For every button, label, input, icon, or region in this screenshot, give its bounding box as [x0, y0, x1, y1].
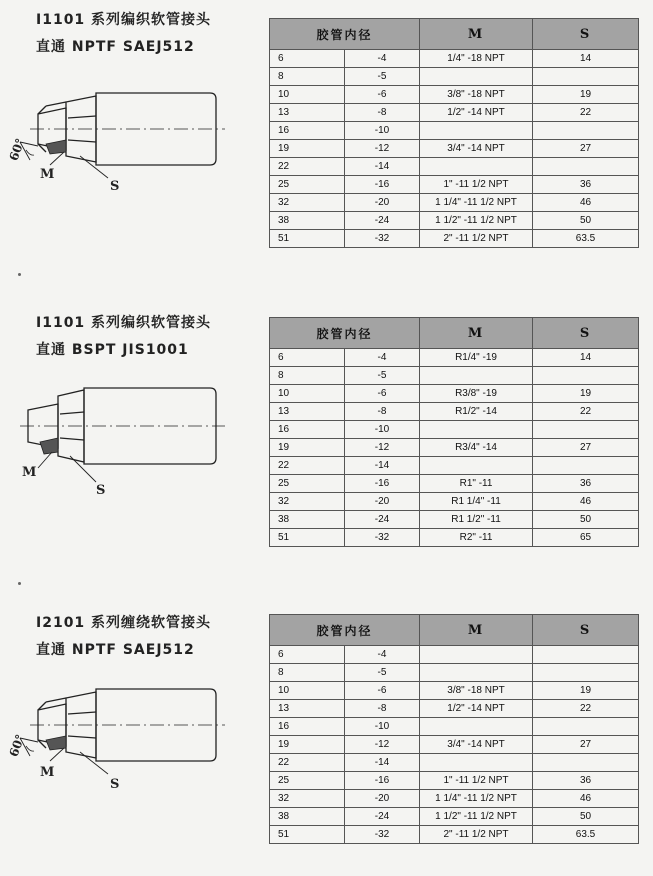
table-row [270, 403, 639, 421]
header-bore: 胶管内径 [270, 318, 420, 349]
thread-m-cell: 1" -11 1/2 NPT [420, 772, 533, 790]
dash-size-cell: -4 [345, 349, 420, 367]
thread-m-cell: 1/2" -14 NPT [420, 104, 533, 122]
dash-size-cell: -10 [345, 421, 420, 439]
thread-m-cell: 1 1/2" -11 1/2 NPT [420, 212, 533, 230]
section-1 [0, 0, 653, 270]
spec-table [269, 614, 639, 844]
thread-m-cell [420, 754, 533, 772]
table-row [270, 664, 639, 682]
dash-size-cell: -20 [345, 493, 420, 511]
dash-size-cell: -32 [345, 230, 420, 248]
scan-speck [18, 273, 21, 276]
bore-mm-cell: 51 [270, 826, 345, 844]
hex-s-cell [533, 158, 639, 176]
section-title-line1: I1101 系列编织软管接头 [36, 12, 212, 28]
hex-s-cell: 50 [533, 212, 639, 230]
bore-mm-cell: 32 [270, 493, 345, 511]
section-title-line1: I1101 系列编织软管接头 [36, 315, 212, 331]
bore-mm-cell: 19 [270, 439, 345, 457]
table-row [270, 212, 639, 230]
header-m: M [420, 318, 533, 349]
dash-size-cell: -12 [345, 439, 420, 457]
section-2 [0, 300, 653, 570]
table-header-row [270, 318, 639, 349]
bore-mm-cell: 19 [270, 140, 345, 158]
header-s: S [533, 19, 639, 50]
thread-m-cell: 2" -11 1/2 NPT [420, 230, 533, 248]
table-row [270, 367, 639, 385]
bore-mm-cell: 38 [270, 808, 345, 826]
table-row [270, 457, 639, 475]
thread-m-cell [420, 421, 533, 439]
dash-size-cell: -4 [345, 50, 420, 68]
bore-mm-cell: 8 [270, 367, 345, 385]
label-s: S [96, 483, 106, 498]
table-row [270, 104, 639, 122]
dash-size-cell: -6 [345, 385, 420, 403]
spec-table [269, 317, 639, 547]
dash-size-cell: -8 [345, 700, 420, 718]
header-m: M [420, 19, 533, 50]
dash-size-cell: -14 [345, 158, 420, 176]
thread-m-cell: 2" -11 1/2 NPT [420, 826, 533, 844]
thread-m-cell: 3/4" -14 NPT [420, 736, 533, 754]
bore-mm-cell: 32 [270, 790, 345, 808]
table-header-row [270, 615, 639, 646]
table-row [270, 790, 639, 808]
section-title-line2: 直通 NPTF SAEJ512 [36, 642, 195, 658]
bore-mm-cell: 16 [270, 122, 345, 140]
hex-s-cell: 22 [533, 104, 639, 122]
hex-s-cell: 65 [533, 529, 639, 547]
thread-m-cell [420, 664, 533, 682]
thread-m-cell: R2" -11 [420, 529, 533, 547]
dash-size-cell: -14 [345, 457, 420, 475]
dash-size-cell: -14 [345, 754, 420, 772]
hex-s-cell [533, 122, 639, 140]
hex-s-cell [533, 367, 639, 385]
dash-size-cell: -5 [345, 68, 420, 86]
dash-size-cell: -32 [345, 529, 420, 547]
bore-mm-cell: 38 [270, 511, 345, 529]
hex-s-cell: 46 [533, 493, 639, 511]
hex-s-cell [533, 646, 639, 664]
hex-s-cell [533, 457, 639, 475]
table-row [270, 736, 639, 754]
dash-size-cell: -12 [345, 736, 420, 754]
thread-m-cell: 1 1/2" -11 1/2 NPT [420, 808, 533, 826]
thread-m-cell: 1 1/4" -11 1/2 NPT [420, 790, 533, 808]
label-m: M [40, 167, 55, 182]
header-s: S [533, 615, 639, 646]
hex-s-cell: 36 [533, 475, 639, 493]
bore-mm-cell: 13 [270, 403, 345, 421]
thread-m-cell: R1 1/4" -11 [420, 493, 533, 511]
thread-m-cell [420, 367, 533, 385]
dash-size-cell: -16 [345, 475, 420, 493]
dash-size-cell: -32 [345, 826, 420, 844]
hex-s-cell: 36 [533, 772, 639, 790]
bore-mm-cell: 13 [270, 104, 345, 122]
table-row [270, 826, 639, 844]
scan-speck [18, 582, 21, 585]
table-row [270, 421, 639, 439]
thread-m-cell: R1/2" -14 [420, 403, 533, 421]
dash-size-cell: -24 [345, 808, 420, 826]
hex-s-cell [533, 754, 639, 772]
table-row [270, 385, 639, 403]
table-row [270, 439, 639, 457]
bore-mm-cell: 25 [270, 475, 345, 493]
hex-s-cell: 50 [533, 808, 639, 826]
hex-s-cell: 63.5 [533, 230, 639, 248]
bore-mm-cell: 8 [270, 664, 345, 682]
bore-mm-cell: 6 [270, 50, 345, 68]
header-s: S [533, 318, 639, 349]
bore-mm-cell: 19 [270, 736, 345, 754]
thread-m-cell [420, 68, 533, 86]
bore-mm-cell: 51 [270, 230, 345, 248]
dash-size-cell: -20 [345, 194, 420, 212]
hex-s-cell [533, 664, 639, 682]
thread-m-cell: 3/8" -18 NPT [420, 86, 533, 104]
bore-mm-cell: 13 [270, 700, 345, 718]
table-header-row [270, 19, 639, 50]
hex-s-cell: 27 [533, 736, 639, 754]
bore-mm-cell: 51 [270, 529, 345, 547]
dash-size-cell: -6 [345, 682, 420, 700]
bore-mm-cell: 6 [270, 349, 345, 367]
hex-s-cell: 19 [533, 682, 639, 700]
table-row [270, 140, 639, 158]
thread-m-cell: R3/8" -19 [420, 385, 533, 403]
thread-m-cell: 3/8" -18 NPT [420, 682, 533, 700]
table-row [270, 700, 639, 718]
table-row [270, 176, 639, 194]
thread-m-cell [420, 158, 533, 176]
thread-m-cell: 1 1/4" -11 1/2 NPT [420, 194, 533, 212]
thread-m-cell [420, 718, 533, 736]
table-row [270, 682, 639, 700]
header-m: M [420, 615, 533, 646]
fitting-drawing [0, 386, 250, 586]
dash-size-cell: -5 [345, 664, 420, 682]
hex-s-cell [533, 421, 639, 439]
fitting-drawing [0, 80, 250, 280]
hex-s-cell: 27 [533, 439, 639, 457]
section-title-line2: 直通 BSPT JIS1001 [36, 342, 189, 358]
dash-size-cell: -16 [345, 176, 420, 194]
angle-label: 60° [6, 136, 28, 163]
thread-m-cell: R3/4" -14 [420, 439, 533, 457]
table-row [270, 86, 639, 104]
thread-m-cell [420, 646, 533, 664]
thread-m-cell: 1/4" -18 NPT [420, 50, 533, 68]
hex-s-cell: 36 [533, 176, 639, 194]
bore-mm-cell: 22 [270, 457, 345, 475]
table-row [270, 493, 639, 511]
hex-s-cell: 27 [533, 140, 639, 158]
table-row [270, 754, 639, 772]
table-row [270, 230, 639, 248]
hex-s-cell: 14 [533, 349, 639, 367]
thread-m-cell: R1" -11 [420, 475, 533, 493]
bore-mm-cell: 16 [270, 421, 345, 439]
bore-mm-cell: 22 [270, 754, 345, 772]
spec-table [269, 18, 639, 248]
fitting-drawing [0, 676, 250, 876]
table-row [270, 68, 639, 86]
bore-mm-cell: 8 [270, 68, 345, 86]
hex-s-cell: 46 [533, 194, 639, 212]
header-bore: 胶管内径 [270, 615, 420, 646]
thread-m-cell [420, 122, 533, 140]
dash-size-cell: -6 [345, 86, 420, 104]
table-row [270, 529, 639, 547]
dash-size-cell: -10 [345, 718, 420, 736]
hex-s-cell: 22 [533, 403, 639, 421]
dash-size-cell: -5 [345, 367, 420, 385]
bore-mm-cell: 32 [270, 194, 345, 212]
hex-s-cell [533, 68, 639, 86]
thread-m-cell: 3/4" -14 NPT [420, 140, 533, 158]
table-row [270, 122, 639, 140]
label-s: S [110, 777, 120, 792]
section-title-line1: I2101 系列缠绕软管接头 [36, 615, 212, 631]
thread-m-cell: R1/4" -19 [420, 349, 533, 367]
hex-s-cell: 46 [533, 790, 639, 808]
bore-mm-cell: 10 [270, 385, 345, 403]
section-3 [0, 600, 653, 862]
hex-s-cell: 22 [533, 700, 639, 718]
table-row [270, 158, 639, 176]
dash-size-cell: -4 [345, 646, 420, 664]
bore-mm-cell: 6 [270, 646, 345, 664]
header-bore: 胶管内径 [270, 19, 420, 50]
bore-mm-cell: 25 [270, 772, 345, 790]
label-m: M [22, 465, 37, 480]
dash-size-cell: -24 [345, 212, 420, 230]
bore-mm-cell: 22 [270, 158, 345, 176]
table-row [270, 718, 639, 736]
table-row [270, 475, 639, 493]
table-row [270, 349, 639, 367]
hex-s-cell: 14 [533, 50, 639, 68]
dash-size-cell: -20 [345, 790, 420, 808]
hex-s-cell: 19 [533, 385, 639, 403]
hex-s-cell: 19 [533, 86, 639, 104]
table-row [270, 50, 639, 68]
table-row [270, 646, 639, 664]
bore-mm-cell: 38 [270, 212, 345, 230]
bore-mm-cell: 10 [270, 86, 345, 104]
dash-size-cell: -12 [345, 140, 420, 158]
table-row [270, 194, 639, 212]
dash-size-cell: -24 [345, 511, 420, 529]
thread-m-cell: R1 1/2" -11 [420, 511, 533, 529]
bore-mm-cell: 10 [270, 682, 345, 700]
dash-size-cell: -10 [345, 122, 420, 140]
section-title-line2: 直通 NPTF SAEJ512 [36, 39, 195, 55]
table-row [270, 511, 639, 529]
dash-size-cell: -16 [345, 772, 420, 790]
table-row [270, 772, 639, 790]
table-row [270, 808, 639, 826]
label-s: S [110, 179, 120, 194]
thread-m-cell: 1/2" -14 NPT [420, 700, 533, 718]
bore-mm-cell: 25 [270, 176, 345, 194]
thread-m-cell: 1" -11 1/2 NPT [420, 176, 533, 194]
dash-size-cell: -8 [345, 104, 420, 122]
hex-s-cell [533, 718, 639, 736]
thread-m-cell [420, 457, 533, 475]
hex-s-cell: 63.5 [533, 826, 639, 844]
bore-mm-cell: 16 [270, 718, 345, 736]
angle-label: 60° [6, 732, 28, 759]
label-m: M [40, 765, 55, 780]
dash-size-cell: -8 [345, 403, 420, 421]
hex-s-cell: 50 [533, 511, 639, 529]
